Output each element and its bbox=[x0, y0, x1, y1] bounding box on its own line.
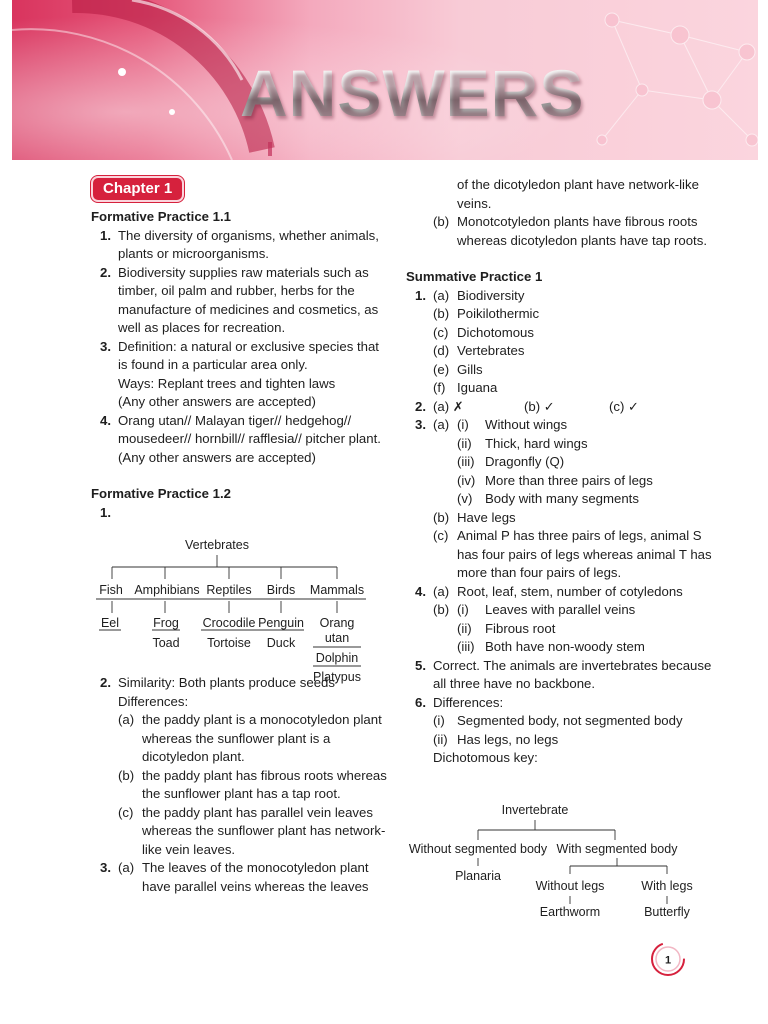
continued-text: of the dicotyledon plant have network-like veins. bbox=[457, 177, 699, 211]
answer-item bbox=[91, 412, 391, 468]
dichotomous-key bbox=[405, 800, 705, 924]
sub-label: (e) bbox=[433, 361, 450, 377]
tree-example: Penguin bbox=[258, 616, 304, 630]
sub-text: Root, leaf, stem, number of cotyledons bbox=[457, 583, 683, 599]
answer-text: Orang utan// Malayan tiger// hedgehog// mousedeer// hornbill// rafflesia// pitcher plant. bbox=[118, 412, 381, 446]
answer-item bbox=[406, 398, 726, 417]
sub-label: (i) bbox=[457, 602, 469, 617]
header-banner bbox=[12, 0, 758, 160]
sub-text: Biodiversity bbox=[457, 287, 525, 303]
tree-class: Mammals bbox=[309, 583, 365, 597]
section-heading: Formative Practice 1.1 bbox=[91, 209, 232, 224]
key-leaf: Butterfly bbox=[644, 905, 690, 919]
sub-label: (ii) bbox=[433, 731, 448, 747]
sub-label: (iv) bbox=[457, 472, 476, 488]
sub-text: Dragonfly (Q) bbox=[485, 454, 565, 469]
sub-label: (c) bbox=[433, 324, 449, 340]
sub-label: (i) bbox=[433, 713, 445, 728]
sub-label: (b) bbox=[433, 602, 450, 617]
sub-text: the paddy plant is a monocotyledon plant whereas the sunflower plant is a dicotyledon plant. bbox=[142, 712, 382, 764]
sub-text: Fibrous root bbox=[485, 620, 556, 636]
tree-example: utan bbox=[324, 631, 350, 645]
sub-label: (v) bbox=[457, 491, 473, 506]
sub-label: (ii) bbox=[457, 435, 472, 451]
sub-text: Thick, hard wings bbox=[485, 435, 588, 451]
sub-label: (b) bbox=[433, 509, 450, 525]
answer-item bbox=[91, 227, 391, 264]
key-leaf: Earthworm bbox=[539, 905, 601, 919]
sub-label: (a) bbox=[433, 417, 450, 432]
sub-text: Iguana bbox=[457, 380, 498, 395]
key-branch: Without segmented body bbox=[408, 842, 548, 856]
answer-text: Differences: bbox=[118, 693, 189, 709]
answer-note: (Any other answers are accepted) bbox=[118, 449, 316, 465]
answer-item bbox=[91, 859, 391, 896]
sub-text: the paddy plant has fibrous roots whereas the sunflower plant has a tap root. bbox=[142, 767, 387, 801]
answer-item bbox=[91, 338, 391, 412]
sub-text: Leaves with parallel veins bbox=[485, 602, 636, 617]
answer-text: The diversity of organisms, whether animals, plants or microorganisms. bbox=[118, 227, 379, 261]
sub-label: (c) bbox=[433, 528, 449, 543]
true-false-answer: (c) ✓ bbox=[609, 398, 640, 414]
answer-text: Dichotomous key: bbox=[433, 750, 538, 765]
page-title: ANSWERS bbox=[240, 56, 585, 130]
sub-text: Monotcotyledon plants have fibrous roots whereas dicotyledon plants have tap roots. bbox=[457, 214, 707, 248]
sub-text: The leaves of the monocotyledon plant have parallel veins whereas the leaves bbox=[142, 860, 369, 894]
true-false-answer: (a) ✗ bbox=[433, 398, 464, 414]
item-number: 6. bbox=[415, 694, 426, 710]
item-number: 3. bbox=[100, 338, 111, 354]
item-number: 2. bbox=[100, 264, 111, 280]
sub-text: Animal P has three pairs of legs, animal S has four pairs of legs whereas animal T has more than four pairs of legs. bbox=[457, 528, 712, 580]
item-number: 5. bbox=[415, 657, 426, 673]
tree-class: Amphibians bbox=[134, 583, 200, 597]
item-number: 1. bbox=[100, 227, 111, 243]
sub-label: (ii) bbox=[457, 620, 472, 636]
key-root: Invertebrate bbox=[501, 803, 569, 817]
item-number: 4. bbox=[415, 583, 426, 599]
sub-text: Vertebrates bbox=[457, 343, 525, 358]
sub-text: Body with many segments bbox=[485, 491, 639, 506]
tree-example: Platypus bbox=[313, 670, 361, 684]
tree-example: Orang bbox=[319, 616, 355, 630]
item-number: 3. bbox=[415, 417, 426, 432]
page-number-badge bbox=[650, 941, 686, 977]
sub-label: (a) bbox=[433, 583, 450, 599]
answer-item bbox=[406, 657, 726, 694]
page-number: 1 bbox=[664, 954, 672, 967]
sub-label: (iii) bbox=[457, 639, 475, 654]
tree-example: Tortoise bbox=[207, 636, 251, 650]
sub-label: (d) bbox=[433, 343, 450, 358]
sub-text: Segmented body, not segmented body bbox=[457, 713, 683, 728]
tree-example: Toad bbox=[152, 636, 180, 650]
answer-item bbox=[91, 264, 391, 338]
key-branch: With legs bbox=[641, 879, 693, 893]
sub-label: (a) bbox=[433, 287, 450, 303]
sub-text: Has legs, no legs bbox=[457, 731, 559, 747]
sub-text: Gills bbox=[457, 361, 483, 377]
answer-item bbox=[91, 504, 391, 523]
true-false-answer: (b) ✓ bbox=[524, 398, 555, 414]
sub-label: (b) bbox=[433, 306, 450, 321]
sub-text: Both have non-woody stem bbox=[485, 639, 645, 654]
section-heading: Formative Practice 1.2 bbox=[91, 486, 232, 501]
sub-answer bbox=[118, 767, 391, 804]
tree-root: Vertebrates bbox=[185, 538, 249, 552]
tree-example: Eel bbox=[100, 616, 120, 630]
key-branch: Without legs bbox=[535, 879, 605, 893]
sub-label: (c) bbox=[118, 804, 134, 820]
sub-label: (f) bbox=[433, 380, 446, 395]
item-number: 2. bbox=[415, 398, 426, 414]
answer-text: Similarity: Both plants produce seeds bbox=[118, 675, 335, 690]
answer-text: Differences: bbox=[433, 694, 504, 710]
tree-class: Reptiles bbox=[206, 583, 252, 597]
answer-item bbox=[406, 287, 726, 398]
tree-example: Frog bbox=[153, 616, 179, 630]
tree-class: Fish bbox=[99, 583, 123, 597]
answer-text: Correct. The animals are invertebrates because all three have no backbone. bbox=[433, 657, 712, 691]
sub-label: (i) bbox=[457, 417, 469, 432]
sub-text: Without wings bbox=[485, 417, 568, 432]
answer-item bbox=[406, 694, 726, 768]
sub-answer bbox=[406, 213, 726, 250]
item-number: 1. bbox=[415, 287, 426, 303]
sub-answer bbox=[118, 711, 391, 767]
item-number: 1. bbox=[100, 504, 111, 520]
tree-class: Birds bbox=[266, 583, 296, 597]
item-number: 2. bbox=[100, 675, 111, 690]
sub-answer bbox=[118, 804, 391, 860]
sub-text: Dichotomous bbox=[457, 324, 534, 340]
vertebrate-tree bbox=[92, 534, 382, 688]
sub-text: Poikilothermic bbox=[457, 306, 540, 321]
tree-example: Dolphin bbox=[315, 651, 359, 665]
section-heading: Summative Practice 1 bbox=[406, 269, 543, 284]
sub-label: (a) bbox=[118, 712, 135, 727]
sub-label: (b) bbox=[118, 767, 135, 783]
item-number: 3. bbox=[100, 860, 111, 875]
sub-label: (b) bbox=[433, 214, 450, 229]
answer-text: Definition: a natural or exclusive species that is found in a particular area only. bbox=[118, 338, 379, 372]
right-column bbox=[406, 176, 726, 768]
chapter-badge: Chapter 1 bbox=[91, 176, 184, 202]
key-branch: With segmented body bbox=[556, 842, 678, 856]
sub-text: Have legs bbox=[457, 509, 516, 525]
answer-text: Biodiversity supplies raw materials such as timber, oil palm and rubber, herbs for the manufacture of medicines and cosmetics, as well as places for recreation. bbox=[118, 264, 379, 335]
tree-example: Duck bbox=[266, 636, 296, 650]
answer-note: (Any other answers are accepted) bbox=[118, 394, 316, 409]
sub-label: (iii) bbox=[457, 454, 475, 469]
answer-item bbox=[406, 416, 726, 583]
sub-label: (a) bbox=[118, 860, 135, 875]
key-leaf: Planaria bbox=[455, 869, 501, 883]
answer-item bbox=[91, 674, 391, 859]
item-number: 4. bbox=[100, 412, 111, 428]
sub-answer bbox=[118, 859, 391, 896]
answer-text: Ways: Replant trees and tighten laws bbox=[118, 375, 336, 391]
answer-item bbox=[406, 583, 726, 657]
sub-text: the paddy plant has parallel vein leaves whereas the sunflower plant has network-like vein leaves. bbox=[142, 804, 386, 857]
sub-text: More than three pairs of legs bbox=[485, 472, 653, 488]
tree-example: Crocodile bbox=[202, 616, 256, 630]
